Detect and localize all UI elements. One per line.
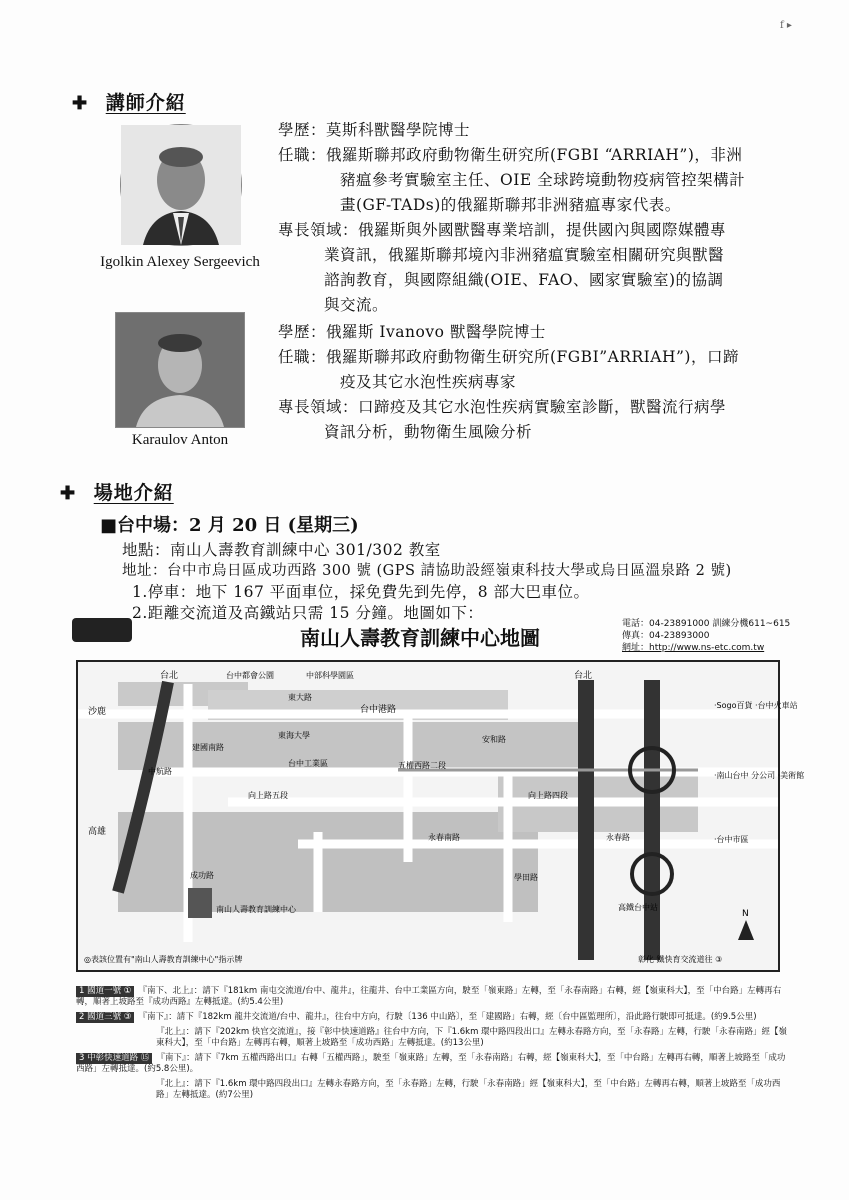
venue-details — [100, 512, 820, 624]
speaker-2-position-cont: 疫及其它水泡性疾病專家 — [340, 373, 517, 391]
speaker-2-expertise: 專長領域：口蹄疫及其它水泡性疾病實驗室診斷，獸醫流行病學 — [278, 398, 727, 416]
map-label-yongchun-south-rd: 永春南路 — [428, 833, 460, 842]
speaker-2-name: Karaulov Anton — [131, 432, 229, 448]
venue-parking-note: 1.停車：地下 167 平面車位，採免費先到先停，8 部大巴車位。 — [132, 583, 590, 601]
speaker-1-bio — [278, 118, 798, 318]
speaker-1-expertise-cont: 諮詢教育，與國際組織(OIE、FAO、國家實驗室)的協調 — [324, 271, 724, 289]
map-label-taichung-city: ·台中市區 — [714, 835, 749, 844]
map-title: 南山人壽教育訓練中心地圖 — [300, 626, 540, 650]
route-text: 『北上』：請下『202km 快官交流道』，接『彰中快速道路』往台中方向，下『1.6km 環中路四段出口』左轉永春路方向，至「永春路」左轉，行駛「永春南路」經【嶺東科大】，至「中台路」左轉再右轉，順著上坡路至「成功西路」左轉抵達。(約13公里) — [156, 1027, 788, 1048]
speaker-2-photo — [115, 312, 245, 428]
route-text: 『北上』：請下『1.6km 環中路四段出口』左轉永春路方向，至「永春路」左轉，行駛「永春南路」經【嶺東科大】，至「中台路」左轉再右轉，順著上坡路至「成功西路」左轉抵達。(約7公里) — [156, 1079, 781, 1100]
speaker-1-expertise-cont: 業資訊，俄羅斯聯邦境內非洲豬瘟實驗室相關研究與獸醫 — [324, 246, 725, 264]
map-label-sogo: ·Sogo百貨 ·台中火車站 — [714, 701, 798, 710]
map-label-jianguo-rd: 建國南路 — [192, 743, 224, 752]
map-graphic — [78, 662, 805, 970]
speaker-1-position-cont: 豬瘟參考實驗室主任、OIE 全球跨境動物疫病管控架構計 — [340, 171, 746, 189]
route-text: 『南下、北上』：請下『181km 南屯交流道/台中、龍井』，往龍井、台中工業區方向，駛至「嶺東路」左轉，至「永春南路」右轉，經【嶺東科大】，至「中台路」左轉再右轉，順著上坡路至『成功西路』左轉抵達。(約5.4公里) — [76, 986, 782, 1007]
speaker-1-expertise: 專長領域：俄羅斯與外國獸醫專業培訓，提供國內與國際媒體專 — [278, 221, 727, 239]
route-tag: 2 國道三號 ③ — [76, 1012, 134, 1023]
route-item — [76, 1053, 788, 1075]
map-phone: 電話：04-23891000 訓練分機611~615 — [622, 619, 791, 629]
route-item — [76, 1079, 788, 1101]
map-label-nanshan-center: 南山人壽教育訓練中心 — [216, 905, 296, 914]
route-directions — [76, 986, 788, 1105]
route-item — [76, 1012, 788, 1023]
map-label-taichung-park: 台中都會公園 — [226, 671, 274, 680]
map-website-link[interactable]: 網址：http://www.ns-etc.com.tw — [622, 643, 765, 653]
map-footer-note: ◎表該位置有"南山人壽教育訓練中心"指示牌 — [84, 955, 243, 964]
map-contact-info — [622, 618, 790, 654]
map-label-xuetian-rd: 學田路 — [514, 873, 538, 882]
map-label-shalu: 沙鹿 — [88, 707, 107, 717]
map-fax: 傳真：04-23893000 — [622, 631, 710, 641]
speaker-1-position: 任職：俄羅斯聯邦政府動物衛生研究所(FGBI “ARRIAH”)，非洲 — [278, 146, 743, 164]
venue-address: 地址：台中市烏日區成功西路 300 號 (GPS 請協助設經嶺東科技大學或烏日區溫泉路 2 號) — [122, 563, 732, 579]
map-label-taipei-left: 台北 — [160, 671, 179, 681]
route-tag: 1 國道一號 ① — [76, 986, 134, 997]
speaker-2-portrait-icon — [116, 313, 244, 427]
speaker-2-expertise-cont: 資訊分析，動物衛生風險分析 — [324, 423, 533, 441]
map-label-industrial-zone: 台中工業區 — [288, 759, 328, 768]
map-label-chenggong-rd: 成功路 — [190, 871, 214, 880]
map-label-hsr-station: 高鐵台中站 — [618, 903, 658, 912]
speaker-1-expertise-cont: 與交流。 — [324, 296, 389, 314]
venue-heading: ■台中場：2 月 20 日 (星期三) — [100, 515, 359, 536]
map-label-zhongsheng-rd: 中航路 — [148, 767, 172, 776]
venue-map — [76, 660, 805, 972]
speaker-1-portrait-icon — [121, 125, 241, 245]
route-tag: 3 中彰快速道路 ⑮ — [76, 1053, 152, 1064]
map-label-taipei-right: 台北 — [574, 671, 593, 681]
speakers-section-heading — [72, 88, 186, 115]
speaker-2-education: 學歷：俄羅斯 Ivanovo 獸醫學院博士 — [278, 323, 546, 341]
venue-section-title: 場地介紹 — [93, 482, 174, 504]
ns-logo — [72, 618, 132, 642]
map-label-yongchun-rd: 永春路 — [606, 833, 630, 842]
route-text: 『南下』：請下『7km 五權西路出口』右轉「五權西路」，駛至「嶺東路」左轉，至「永春南路」右轉，經【嶺東科大】，至「中台路」左轉再右轉，順著上坡路至「成功西路」左轉抵達。(約5.8公里)。 — [76, 1053, 786, 1074]
map-label-gaoxiong: 高雄 — [88, 827, 107, 837]
map-label-science-park: 中部科學園區 — [306, 671, 354, 680]
map-label-anhe-rd: 安和路 — [482, 735, 506, 744]
speaker-2-bio — [278, 320, 798, 445]
cross-bullet-icon: ✚ — [60, 483, 77, 504]
map-label-xiangshang-rd5: 向上路五段 — [248, 791, 288, 800]
map-label-nanshan-branch: ·南山台中 分公司 ·美術館 — [714, 771, 805, 780]
route-text: 『南下』：請下『182km 龍井交流道/台中、龍井』，往台中方向，行駛〔136 中山路〕，至「建國路」右轉，經〔台中區監理所〕，沿此路行駛即可抵達。(約9.5公里) — [138, 1012, 757, 1022]
venue-section-heading — [60, 478, 174, 505]
route-item — [76, 986, 788, 1008]
speaker-1-position-cont: 畫(GF-TADs)的俄羅斯聯邦非洲豬瘟專家代表。 — [340, 196, 681, 214]
map-label-taichung-port-rd: 台中港路 — [360, 705, 397, 715]
venue-place: 地點：南山人壽教育訓練中心 301/302 教室 — [122, 541, 441, 559]
map-label-donghai-univ: 東海大學 — [278, 731, 310, 740]
speaker-1-name: Igolkin Alexey Sergeevich — [100, 254, 260, 270]
map-label-xiangshang-rd4: 向上路四段 — [528, 791, 568, 800]
map-label-north: N — [742, 909, 749, 919]
map-footer-right: 彰化 鐵快育交流道往 ③ — [638, 955, 723, 964]
cross-bullet-icon: ✚ — [72, 93, 89, 114]
corner-marks: f ▸ — [780, 20, 792, 31]
speaker-1-photo — [120, 124, 242, 246]
speaker-2-position: 任職：俄羅斯聯邦政府動物衛生研究所(FGBI”ARRIAH”)，口蹄 — [278, 348, 739, 366]
venue-distance-note: 2.距離交流道及高鐵站只需 15 分鐘。地圖如下： — [132, 604, 484, 622]
map-label-wuquan-rd: 五權西路二段 — [398, 761, 446, 770]
speaker-1-education: 學歷：莫斯科獸醫學院博士 — [278, 121, 471, 139]
map-label-donghai-rd: 東大路 — [288, 693, 312, 702]
route-item — [76, 1027, 788, 1049]
speakers-section-title: 講師介紹 — [105, 92, 186, 114]
